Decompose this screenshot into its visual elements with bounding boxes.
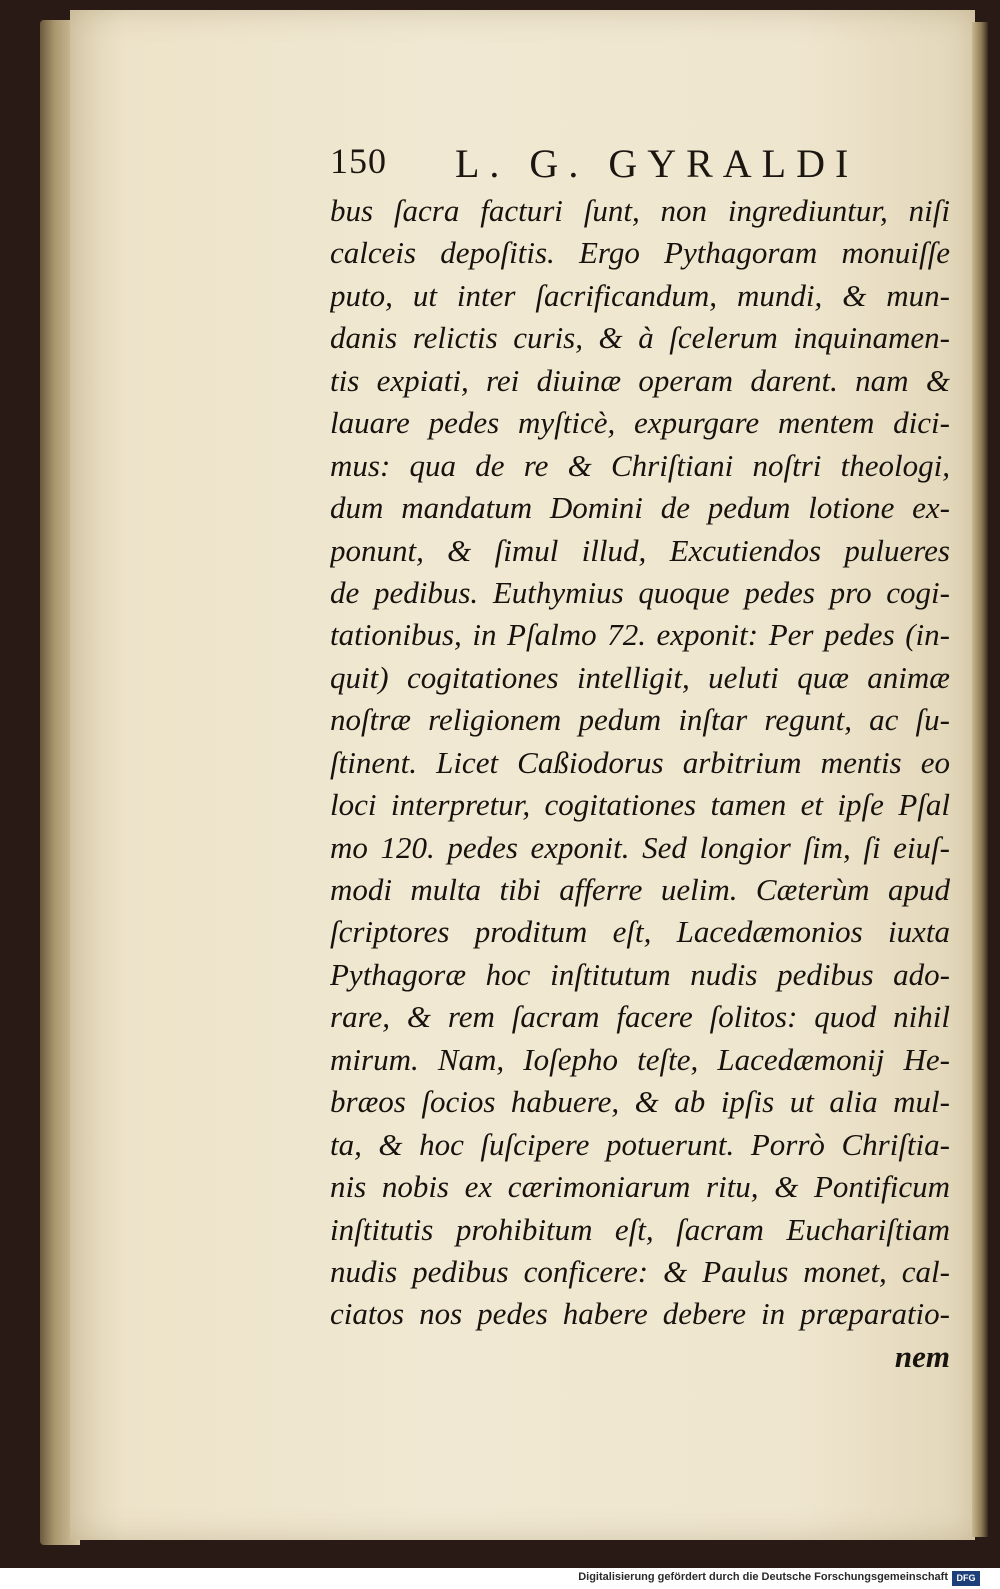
running-head: L. G. GYRALDI — [455, 141, 859, 186]
text-line: modi multa tibi afferre uelim. Cæterùm apud — [330, 872, 950, 907]
text-line: noſtræ religionem pedum inſtar regunt, ac ſu- — [330, 702, 950, 738]
text-line: quit) cogitationes intelligit, ueluti quæ animæ — [330, 659, 950, 695]
page-header — [330, 140, 950, 190]
dfg-logo-icon: DFG — [952, 1571, 980, 1586]
text-line: mo 120. pedes exponit. Sed longior ſim, ſi eiuſ- — [330, 829, 950, 865]
page-gutter-edge — [972, 22, 988, 1537]
text-line: ſtinent. Licet Caßiodorus arbitrium mentis eo — [330, 744, 950, 780]
page-number: 150 — [330, 141, 387, 181]
text-line: puto, ut inter ſacrificandum, mundi, & mun- — [330, 277, 950, 313]
text-line: bus ſacra facturi ſunt, non ingrediuntur, niſi — [330, 193, 950, 228]
text-line: de pedibus. Euthymius quoque pedes pro cogi- — [330, 574, 950, 610]
text-line: lauare pedes myſticè, expurgare mentem dici- — [330, 405, 950, 441]
text-line: ſcriptores proditum eſt, Lacedæmonios iuxta — [330, 914, 950, 950]
text-line: rare, & rem ſacram facere ſolitos: quod nihil — [330, 999, 950, 1035]
body-text — [330, 190, 950, 1378]
text-line: loci interpretur, cogitationes tamen et ipſe Pſal — [330, 787, 950, 823]
text-line: dum mandatum Domini de pedum lotione ex- — [330, 490, 950, 526]
text-line: tationibus, in Pſalmo 72. exponit: Per pedes (in- — [330, 617, 950, 653]
text-line: nis nobis ex cærimoniarum ritu, & Pontificum — [330, 1169, 950, 1205]
text-line: inſtitutis prohibitum eſt, ſacram Euchariſtiam — [330, 1211, 950, 1247]
text-line: mirum. Nam, Ioſepho teſte, Lacedæmonij He- — [330, 1041, 950, 1077]
text-line: ciatos nos pedes habere debere in præparatio- — [330, 1296, 950, 1332]
text-line: mus: qua de re & Chriſtiani noſtri theologi, — [330, 447, 950, 483]
text-line: tis expiati, rei diuinæ operam darent. nam & — [330, 362, 950, 398]
text-line: calceis depoſitis. Ergo Pythagoram monuiſſe — [330, 235, 950, 271]
text-line: danis relictis curis, & à ſcelerum inquinamen- — [330, 320, 950, 356]
text-line: ponunt, & ſimul illud, Excutiendos pulueres — [330, 532, 950, 568]
text-line: bræos ſocios habuere, & ab ipſis ut alia mul- — [330, 1084, 950, 1120]
text-line: nudis pedibus conficere: & Paulus monet, cal- — [330, 1253, 950, 1289]
viewer-footer — [0, 1568, 1000, 1589]
funding-credit: Digitalisierung gefördert durch die Deutsche Forschungsgemeinschaft — [578, 1571, 948, 1583]
text-line: ta, & hoc ſuſcipere potuerunt. Porrò Chriſtia- — [330, 1126, 950, 1162]
catchword: nem — [894, 1338, 950, 1374]
text-line: Pythagoræ hoc inſtitutum nudis pedibus ado- — [330, 956, 950, 992]
